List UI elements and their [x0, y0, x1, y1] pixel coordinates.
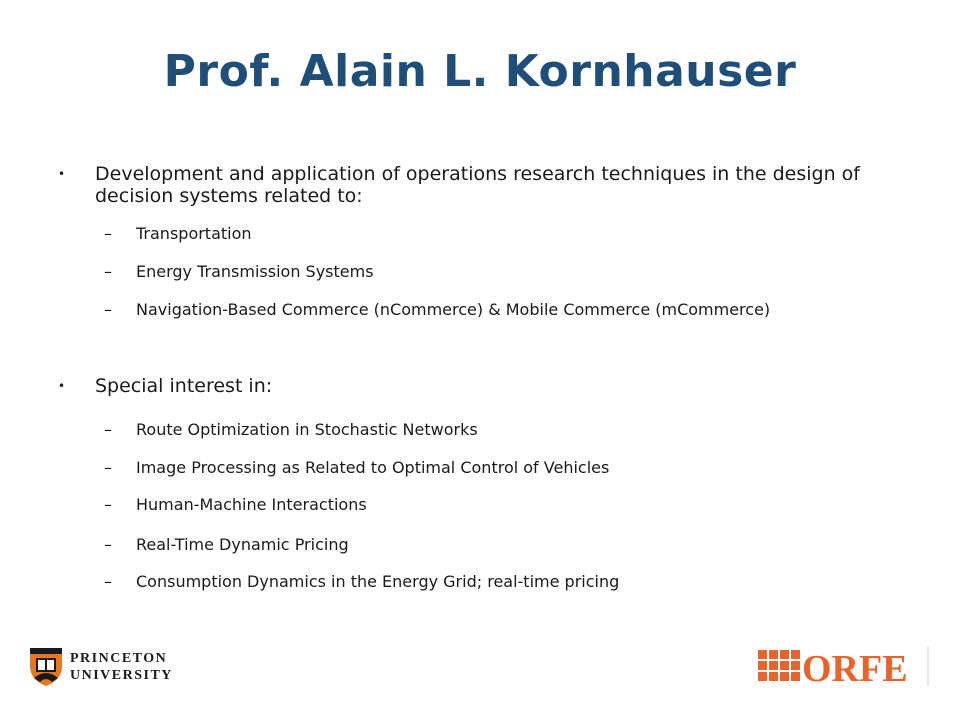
sub-marker: –	[104, 262, 112, 281]
orfe-grid-icon	[756, 644, 932, 688]
bullet-text: Special interest in:	[95, 375, 273, 397]
sub-item-text: Image Processing as Related to Optimal Control of Vehicles	[136, 458, 610, 477]
sub-marker: –	[104, 495, 112, 514]
bullet-marker: •	[58, 167, 66, 181]
sub-item	[104, 572, 619, 592]
sub-marker: –	[104, 300, 112, 319]
princeton-shield-icon	[28, 642, 188, 688]
sub-marker: –	[104, 535, 112, 554]
sub-marker: –	[104, 224, 112, 243]
orfe-logo	[756, 644, 932, 688]
bullet-marker: •	[58, 379, 66, 393]
sub-item	[104, 262, 374, 282]
princeton-line1: PRINCETON	[70, 651, 168, 666]
slide-title: Prof. Alain L. Kornhauser	[163, 46, 797, 97]
sub-marker: –	[104, 458, 112, 477]
sub-marker: –	[104, 572, 112, 591]
sub-item-text: Consumption Dynamics in the Energy Grid; real-time pricing	[136, 572, 620, 591]
sub-item-text: Human-Machine Interactions	[136, 495, 367, 514]
sub-item	[104, 420, 478, 440]
sub-item-text: Energy Transmission Systems	[136, 262, 374, 281]
sub-item-text: Navigation-Based Commerce (nCommerce) & Mobile Commerce (mCommerce)	[136, 300, 771, 319]
sub-item	[104, 495, 367, 515]
sub-item-text: Real-Time Dynamic Pricing	[136, 535, 349, 554]
bullet-text: Development and application of operations research techniques in the design of decision systems related to:	[95, 163, 860, 207]
sub-marker: –	[104, 420, 112, 439]
princeton-line2: UNIVERSITY	[70, 668, 173, 683]
orfe-text: ORFE	[802, 648, 908, 688]
sub-item-text: Transportation	[136, 224, 252, 243]
sub-item	[104, 535, 349, 555]
sub-item-text: Route Optimization in Stochastic Networks	[136, 420, 478, 439]
sub-item	[104, 224, 252, 244]
sub-item	[104, 458, 609, 478]
sub-item	[104, 300, 770, 320]
princeton-logo	[28, 642, 188, 688]
